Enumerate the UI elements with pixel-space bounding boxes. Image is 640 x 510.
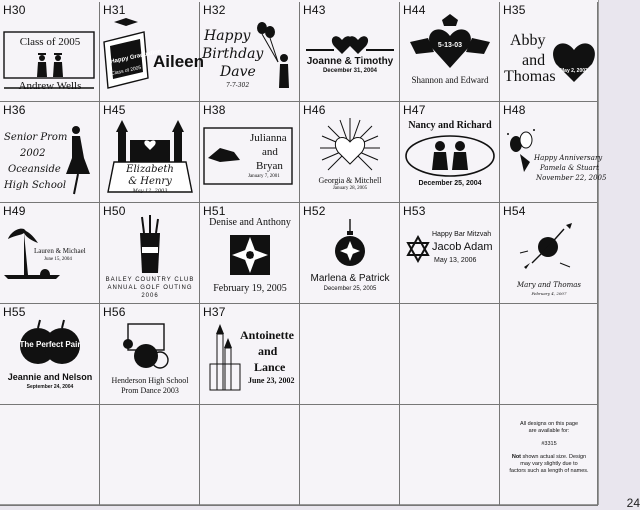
design-h45[interactable] [100, 102, 200, 203]
design-code: H36 [3, 103, 26, 117]
design-name: Dave [220, 64, 256, 80]
empty-cell [200, 405, 300, 506]
info-note-2: may vary slightly due to [520, 461, 578, 467]
design-h51[interactable] [200, 203, 300, 304]
line-3: November 22, 2005 [536, 174, 607, 182]
design-h35[interactable] [500, 2, 598, 102]
design-h54[interactable] [500, 203, 598, 304]
design-code: H52 [303, 204, 326, 218]
design-code: H51 [203, 204, 226, 218]
design-code: H43 [303, 3, 326, 17]
line-2: Jacob Adam [432, 241, 493, 253]
design-code: H44 [403, 3, 426, 17]
line-2: Pamela & Stuart [540, 164, 599, 172]
design-names: Joanne & Timothy [306, 56, 394, 67]
design-h30[interactable] [0, 2, 100, 102]
line-3: Bryan [256, 160, 283, 172]
design-code: H45 [103, 103, 126, 117]
design-names: Shannon and Edward [411, 75, 489, 85]
design-name: Aileen [153, 52, 205, 71]
design-date: May 13, 2006 [434, 257, 477, 264]
info-note-3: factors such as length of names. [509, 468, 589, 474]
name-1: Elizabeth [126, 164, 174, 175]
design-code: H53 [403, 204, 426, 218]
design-code: H35 [503, 3, 526, 17]
design-h38[interactable] [200, 102, 300, 203]
line-1: Abby [510, 32, 546, 49]
line-2: Prom Dance 2003 [121, 386, 179, 395]
book-title: Happy Graduation [109, 48, 163, 66]
page-number: 24 [626, 496, 640, 510]
design-code: H46 [303, 103, 326, 117]
design-date: June 15, 2004 [44, 257, 72, 262]
availability-info [500, 405, 598, 506]
empty-cell [300, 304, 400, 405]
line-1: BAILEY COUNTRY CLUB [105, 277, 195, 283]
design-date: December 31, 2004 [322, 68, 378, 74]
design-code: H56 [103, 305, 126, 319]
design-date: June 23, 2002 [248, 376, 295, 385]
design-text: Class of 2005 [19, 36, 81, 48]
empty-cell [400, 304, 500, 405]
design-code: H55 [3, 305, 26, 319]
design-h55[interactable] [0, 304, 100, 405]
empty-cell [100, 405, 200, 506]
design-names: Lauren & Michael [34, 247, 86, 255]
design-code: H54 [503, 204, 526, 218]
design-h36[interactable] [0, 102, 100, 203]
design-date: September 24, 2004 [26, 384, 74, 390]
line-1: Julianna [250, 132, 287, 144]
design-code: H32 [203, 3, 226, 17]
silhouette-heart-graphic [500, 2, 598, 102]
design-h32[interactable] [200, 2, 300, 102]
double-heart-graphic [300, 2, 400, 102]
design-code: H31 [103, 3, 126, 17]
design-code: H38 [203, 103, 226, 117]
design-code: H49 [3, 204, 26, 218]
design-date: December 25, 2004 [418, 180, 482, 187]
design-date: December 25, 2005 [323, 286, 377, 292]
design-h56[interactable] [100, 304, 200, 405]
claddagh-graphic [400, 2, 500, 102]
line-2: and [262, 146, 278, 158]
design-date: January 28, 2005 [332, 186, 368, 191]
design-names: Jeannie and Nelson [7, 372, 93, 382]
star-of-david-graphic [400, 203, 500, 304]
line-1: Happy Anniversary [534, 154, 603, 162]
info-note: shown actual size. Design [521, 454, 587, 460]
book-year: Class of 2005 [110, 64, 142, 78]
design-names: Nancy and Richard [408, 120, 492, 131]
line-2: and [258, 344, 278, 358]
design-h43[interactable] [300, 2, 400, 102]
design-names: Denise and Anthony [209, 217, 291, 228]
design-h52[interactable] [300, 203, 400, 304]
line-1: Happy Bar Mitzvah [432, 231, 492, 238]
line-1: Happy [204, 28, 251, 44]
line-3: Thomas [504, 68, 556, 85]
info-sku: #3315 [541, 441, 557, 447]
design-code: H30 [3, 3, 26, 17]
design-h50[interactable] [100, 203, 200, 304]
design-names: Marlena & Patrick [310, 273, 390, 284]
line-1: Senior Prom [4, 132, 68, 143]
line-2: 2002 [20, 148, 46, 159]
design-h47[interactable] [400, 102, 500, 203]
design-h48[interactable] [500, 102, 607, 203]
design-code: H48 [503, 103, 526, 117]
design-h49[interactable] [0, 203, 100, 304]
design-h53[interactable] [400, 203, 500, 304]
slipper-frame-graphic [200, 102, 300, 203]
balloons-graphic [500, 102, 598, 203]
line-2: Birthday [202, 46, 264, 62]
design-code: H47 [403, 103, 426, 117]
design-code: H37 [203, 305, 226, 319]
info-line-2: are available for: [528, 428, 570, 434]
design-date: February 4, 2007 [531, 291, 567, 296]
design-date: May 12, 2003 [132, 188, 168, 194]
line-3: Lance [254, 360, 286, 374]
empty-cell [300, 405, 400, 506]
line-1: Antoinette [240, 328, 294, 342]
design-h46[interactable] [300, 102, 400, 203]
line-4: High School [4, 180, 67, 191]
heart-date: May 2, 2003 [560, 68, 588, 74]
name-2: & Henry [128, 176, 172, 187]
line-3: Oceanside [8, 164, 61, 175]
line-2: ANNUAL GOLF OUTING [107, 285, 193, 291]
empty-cell [0, 405, 100, 506]
line-3: 2006 [141, 293, 159, 299]
empty-cell [500, 304, 598, 405]
design-code: H50 [103, 204, 126, 218]
design-names: Mary and Thomas [516, 281, 582, 289]
line-1: Henderson High School [111, 376, 189, 385]
badge-text: The Perfect Pair [19, 340, 81, 349]
design-h37[interactable] [200, 304, 300, 405]
design-date: January 7, 2001 [248, 174, 280, 179]
design-h31[interactable] [100, 2, 205, 102]
line-2: and [522, 52, 546, 69]
design-names: Georgia & Mitchell [318, 176, 382, 185]
design-date: 7-7-302 [226, 82, 250, 89]
empty-cell [400, 405, 500, 506]
design-h44[interactable] [400, 2, 500, 102]
design-date: February 19, 2005 [213, 283, 287, 294]
design-name: Andrew Wells [18, 80, 82, 92]
info-note-bold: Not [511, 454, 522, 460]
fairytale-castle-graphic [200, 304, 300, 405]
gingerbread-graphic [400, 102, 500, 203]
design-grid [0, 2, 607, 506]
heart-date: 5-13-03 [437, 42, 463, 49]
info-line-1: All designs on this page [519, 421, 579, 427]
